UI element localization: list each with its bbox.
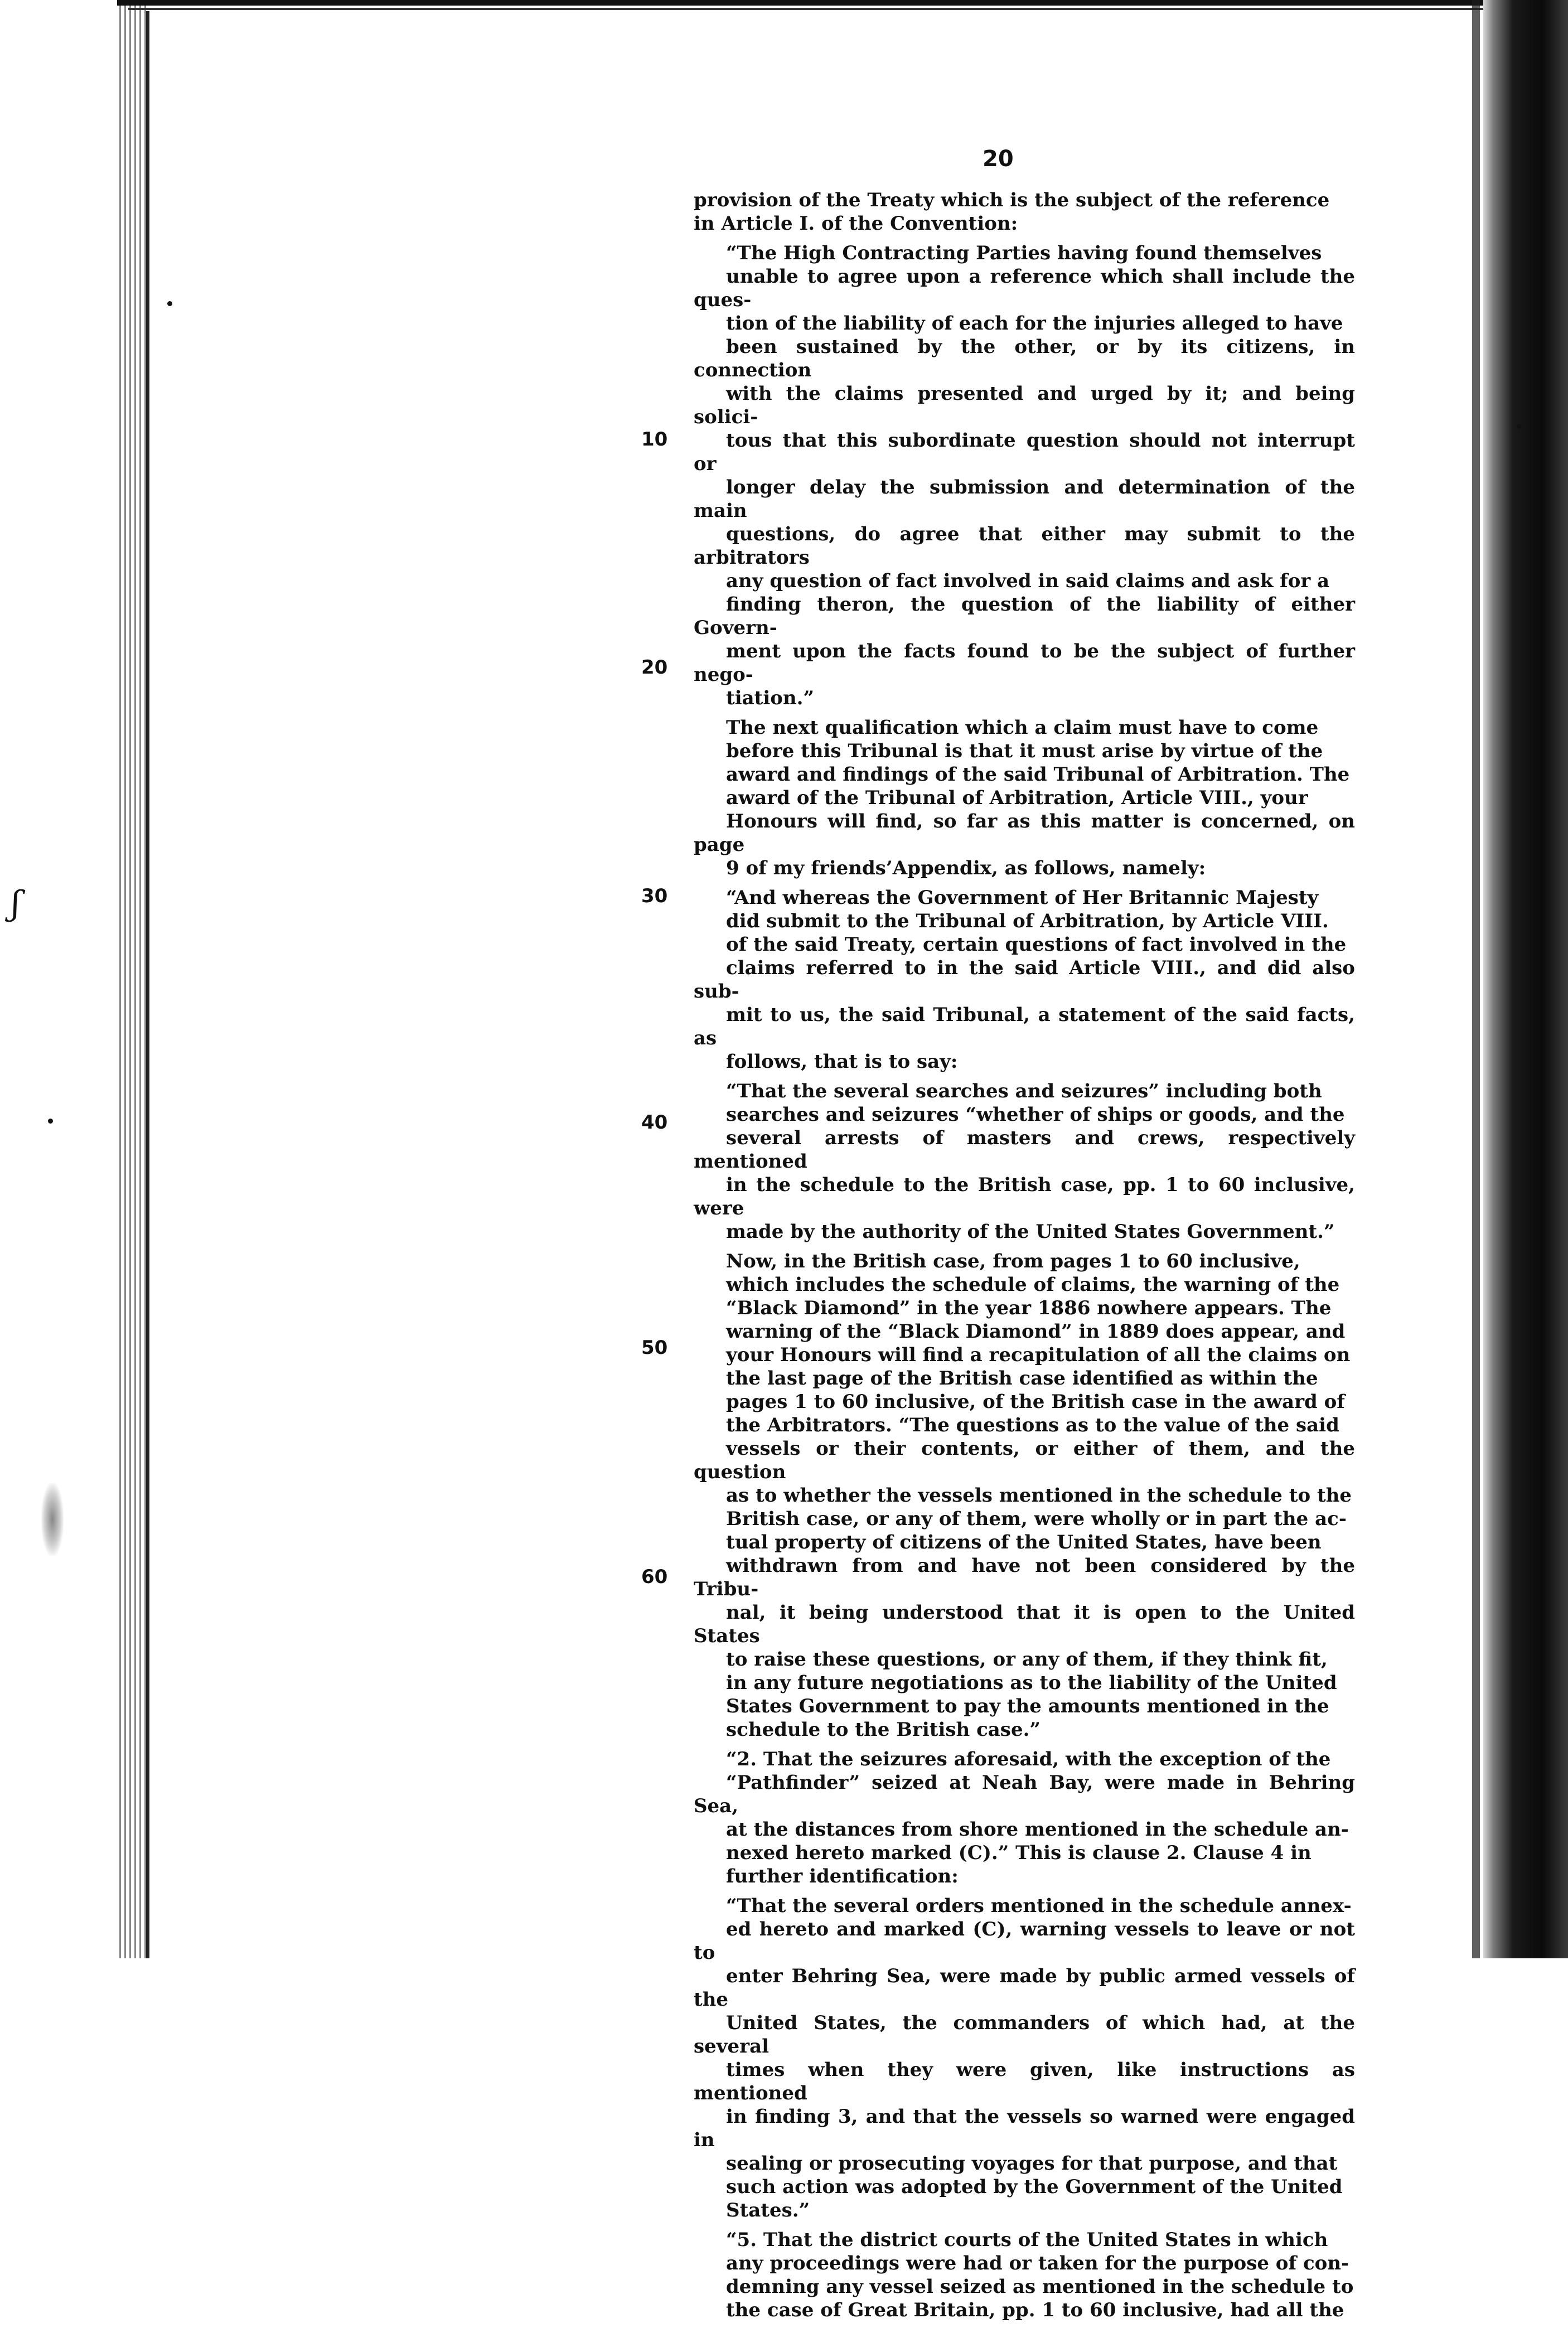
text-line: nexed hereto marked (C).” This is clause 2. Clause 4 in: [726, 1842, 1311, 1864]
line-number: 20: [641, 656, 668, 679]
text-line: demning any vessel seized as mentioned in the schedule to: [726, 2276, 1354, 2298]
line-number: 10: [641, 428, 668, 451]
text-line: in Article I. of the Convention:: [694, 212, 1018, 235]
text-line: United States, the commanders of which had, at the several: [694, 2012, 1355, 2058]
text-line: “Pathfinder” seized at Neah Bay, were made in Behring Sea,: [694, 1772, 1355, 1817]
text-line: the last page of the British case identified as within the: [726, 1367, 1318, 1390]
text-line: award and findings of the said Tribunal of Arbitration. The: [726, 763, 1350, 786]
text-line: Now, in the British case, from pages 1 to 60 inclusive,: [726, 1250, 1300, 1272]
page-number: 20: [983, 146, 1014, 172]
text-line: “That the several orders mentioned in the schedule annex-: [726, 1895, 1352, 1917]
text-line: searches and seizures “whether of ships or goods, and the: [726, 1103, 1345, 1126]
left-page-border: [146, 11, 149, 1958]
paragraph: [694, 1894, 1355, 2222]
text-line: ed hereto and marked (C), warning vessels to leave or not to: [694, 1918, 1355, 1964]
line-number: 50: [641, 1337, 668, 1359]
paragraph: [694, 188, 1355, 235]
text-line: any question of fact involved in said claims and ask for a: [726, 570, 1330, 592]
text-line: warning of the “Black Diamond” in 1889 does appear, and: [726, 1320, 1346, 1343]
text-line: “And whereas the Government of Her Britannic Majesty: [726, 887, 1319, 909]
text-line: award of the Tribunal of Arbitration, Article VIII., your: [726, 787, 1308, 809]
margin-smudge: [41, 1483, 64, 1556]
text-line: to raise these questions, or any of them, if they think fit,: [726, 1648, 1328, 1671]
speck: [167, 301, 172, 306]
text-line: sealing or prosecuting voyages for that purpose, and that: [726, 2152, 1338, 2175]
text-line: nal, it being understood that it is open to the United States: [694, 1601, 1355, 1647]
text-line: been sustained by the other, or by its citizens, in connection: [694, 336, 1355, 381]
text-line: Honours will find, so far as this matter is concerned, on page: [694, 810, 1355, 856]
text-line: withdrawn from and have not been considered by the Tribu-: [694, 1555, 1355, 1600]
text-line: 9 of my friends’Appendix, as follows, namely:: [726, 857, 1206, 879]
text-line: in any future negotiations as to the liability of the United: [726, 1672, 1337, 1694]
text-line: pages 1 to 60 inclusive, of the British case in the award of: [726, 1391, 1345, 1413]
text-line: before this Tribunal is that it must arise by virtue of the: [726, 740, 1323, 762]
text-line: in finding 3, and that the vessels so warned were engaged in: [694, 2106, 1355, 2151]
paragraph: [694, 2228, 1355, 2322]
text-line: British case, or any of them, were wholly or in part the ac-: [726, 1508, 1347, 1530]
scan-dark-edge: [1483, 0, 1568, 1958]
text-line: tous that this subordinate question should not interrupt or: [694, 429, 1355, 475]
text-line: did submit to the Tribunal of Arbitration, by Article VIII.: [726, 910, 1329, 932]
paragraph: [694, 886, 1355, 1073]
paragraph: [694, 1748, 1355, 1888]
text-line: provision of the Treaty which is the subject of the reference: [694, 189, 1330, 211]
paragraph: [694, 241, 1355, 710]
text-line: such action was adopted by the Government of the United: [726, 2176, 1343, 2198]
text-line: vessels or their contents, or either of them, and the question: [694, 1438, 1355, 1483]
text-line: States Government to pay the amounts mentioned in the: [726, 1695, 1329, 1717]
text-line: as to whether the vessels mentioned in the schedule to the: [726, 1484, 1352, 1507]
text-line: finding theron, the question of the liability of either Govern-: [694, 593, 1355, 639]
top-border: [117, 0, 1483, 6]
text-line: follows, that is to say:: [726, 1051, 958, 1073]
book-page-edges: [116, 0, 149, 1958]
text-line: which includes the schedule of claims, the warning of the: [726, 1274, 1340, 1296]
text-line: “That the several searches and seizures” including both: [726, 1080, 1322, 1102]
paragraph: [694, 716, 1355, 880]
right-page-border: [1472, 0, 1480, 1958]
paragraph: [694, 1250, 1355, 1741]
text-line: further identification:: [726, 1865, 959, 1887]
line-number: 60: [641, 1566, 668, 1588]
paragraph: [694, 1080, 1355, 1243]
speck: [48, 1119, 53, 1124]
text-line: at the distances from shore mentioned in the schedule an-: [726, 1818, 1349, 1841]
text-line: ment upon the facts found to be the subject of further nego-: [694, 640, 1355, 686]
text-line: with the claims presented and urged by it; and being solici-: [694, 383, 1355, 428]
text-line: claims referred to in the said Article VIII., and did also sub-: [694, 957, 1355, 1003]
text-line: enter Behring Sea, were made by public armed vessels of the: [694, 1965, 1355, 2011]
text-line: times when they were given, like instructions as mentioned: [694, 2059, 1355, 2104]
text-line: of the said Treaty, certain questions of fact involved in the: [726, 933, 1347, 956]
line-number: 30: [641, 885, 668, 907]
line-number: 40: [641, 1111, 668, 1134]
text-line: “The High Contracting Parties having found themselves: [726, 242, 1322, 264]
text-line: tion of the liability of each for the injuries alleged to have: [726, 312, 1343, 335]
text-line: mit to us, the said Tribunal, a statement of the said facts, as: [694, 1004, 1355, 1049]
text-line: the Arbitrators. “The questions as to the value of the said: [726, 1414, 1339, 1436]
text-line: “Black Diamond” in the year 1886 nowhere appears. The: [726, 1297, 1332, 1319]
text-line: questions, do agree that either may submit to the arbitrators: [694, 523, 1355, 569]
marginal-handwritten-mark: ʃ: [11, 884, 21, 923]
top-border-inner: [128, 8, 1483, 10]
body-text: [694, 188, 1355, 2328]
text-line: any proceedings were had or taken for the purpose of con-: [726, 2252, 1349, 2274]
text-line: several arrests of masters and crews, respectively mentioned: [694, 1127, 1355, 1173]
text-line: “5. That the district courts of the United States in which: [726, 2229, 1328, 2251]
text-line: made by the authority of the United States Government.”: [726, 1221, 1335, 1243]
text-line: your Honours will find a recapitulation of all the claims on: [726, 1344, 1351, 1366]
text-line: schedule to the British case.”: [726, 1719, 1041, 1741]
text-line: tual property of citizens of the United States, have been: [726, 1531, 1322, 1553]
text-line: the case of Great Britain, pp. 1 to 60 inclusive, had all the: [726, 2299, 1344, 2321]
text-line: tiation.”: [726, 687, 815, 709]
text-line: “2. That the seizures aforesaid, with the exception of the: [726, 1748, 1331, 1770]
text-line: in the schedule to the British case, pp. 1 to 60 inclusive, were: [694, 1174, 1355, 1219]
text-line: unable to agree upon a reference which shall include the ques-: [694, 265, 1355, 311]
text-line: longer delay the submission and determination of the main: [694, 476, 1355, 522]
text-line: States.”: [726, 2199, 810, 2221]
speck: [1517, 424, 1522, 429]
text-line: The next qualification which a claim must have to come: [726, 717, 1319, 739]
